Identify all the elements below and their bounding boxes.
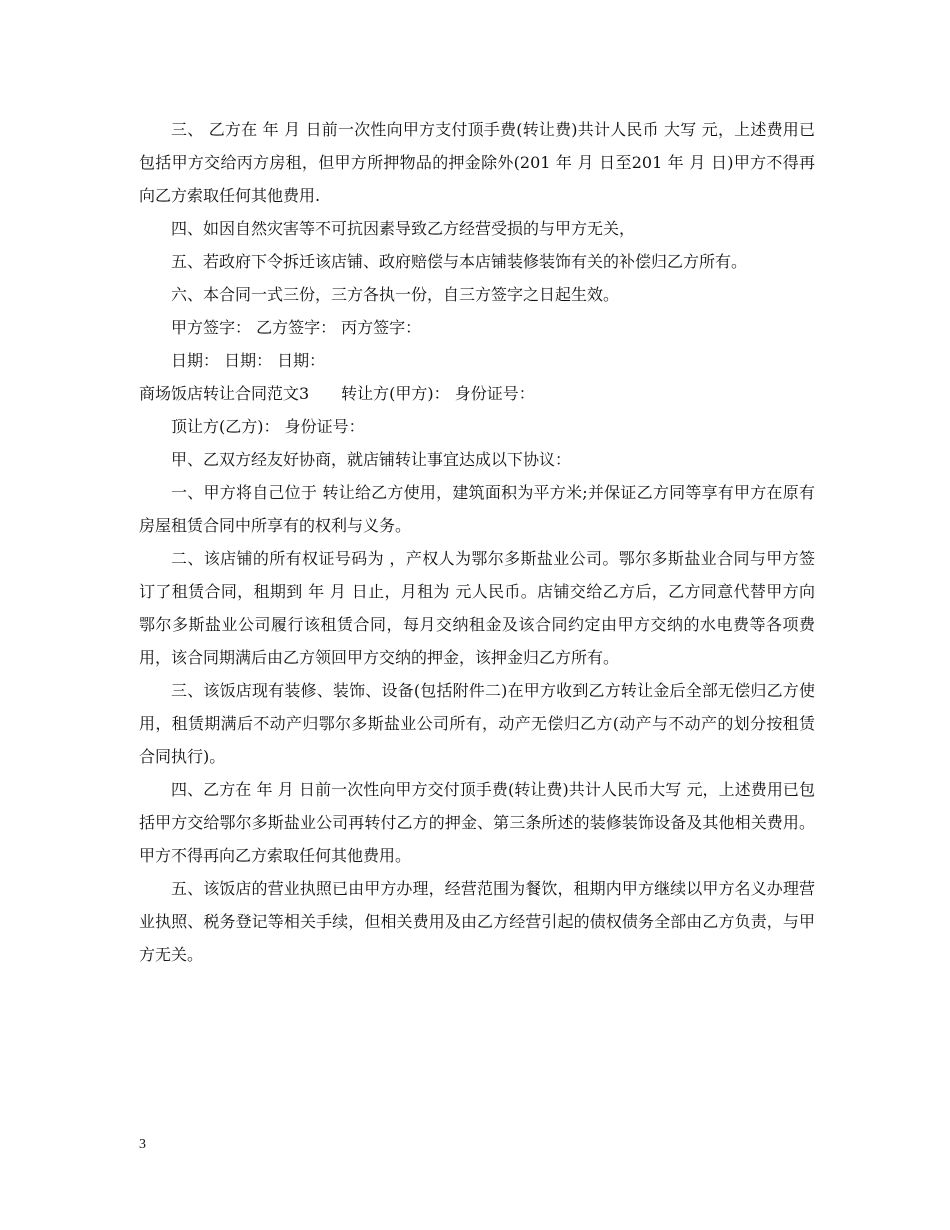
- signature-line: 甲方签字： 乙方签字： 丙方签字：: [171, 318, 422, 337]
- paragraph-article-4: 四、乙方在 年 月 日前一次性向甲方交付顶手费(转让费)共计人民币大写 元，上述费用已包括甲方交给鄂尔多斯盐业公司再转付乙方的押金、第三条所述的装修装饰设备及其他相关费用。甲方不得再向乙方索取任何其他费用。: [139, 780, 815, 865]
- page-number: 3: [139, 1137, 146, 1152]
- paragraph-article-1: 一、甲方将自己位于 转让给乙方使用，建筑面积为平方米;并保证乙方同等享有甲方在原有房屋租赁合同中所享有的权利与义务。: [139, 483, 815, 535]
- paragraph-clause-5-demolition: 五、若政府下令拆迁该店铺、政府赔偿与本店铺装修装饰有关的补偿归乙方所有。: [171, 252, 748, 271]
- paragraph-clause-4-force-majeure: 四、如因自然灾害等不可抗因素导致乙方经营受损的与甲方无关，: [171, 219, 636, 238]
- contract-3-heading: 商场饭店转让合同范文3 转让方(甲方)： 身份证号：: [139, 384, 535, 403]
- transferee-line: 顶让方(乙方)： 身份证号：: [171, 417, 365, 436]
- agreement-intro: 甲、乙双方经友好协商，就店铺转让事宜达成以下协议：: [171, 450, 572, 469]
- paragraph-clause-3-fee: 三、 乙方在 年 月 日前一次性向甲方支付顶手费(转让费)共计人民币 大写 元，上述费用已包括甲方交给丙方房租，但甲方所押物品的押金除外(201 年 月 日至201 年 月 日)甲方不得再向乙方索取任何其他费用.: [139, 120, 815, 205]
- paragraph-article-5: 五、该饭店的营业执照已由甲方办理，经营范围为餐饮，租期内甲方继续以甲方名义办理营业执照、税务登记等相关手续，但相关费用及由乙方经营引起的债权债务全部由乙方负责，与甲方无关。: [139, 879, 815, 964]
- paragraph-article-2: 二、该店铺的所有权证号码为 ，产权人为鄂尔多斯盐业公司。鄂尔多斯盐业合同与甲方签订了租赁合同，租期到 年 月 日止，月租为 元人民币。店铺交给乙方后，乙方同意代替甲方向鄂尔多斯盐业公司履行该租赁合同，每月交纳租金及该合同约定由甲方交纳的水电费等各项费用，该合同期满后由乙方领回甲方交纳的押金，该押金归乙方所有。: [139, 549, 815, 667]
- date-line: 日期： 日期： 日期：: [171, 351, 326, 370]
- paragraph-article-3: 三、该饭店现有装修、装饰、设备(包括附件二)在甲方收到乙方转让金后全部无偿归乙方使用，租赁期满后不动产归鄂尔多斯盐业公司所有，动产无偿归乙方(动产与不动产的划分按租赁合同执行)。: [139, 681, 815, 766]
- paragraph-clause-6-copies: 六、本合同一式三份，三方各执一份，自三方签字之日起生效。: [171, 285, 620, 304]
- document-body: [139, 113, 815, 971]
